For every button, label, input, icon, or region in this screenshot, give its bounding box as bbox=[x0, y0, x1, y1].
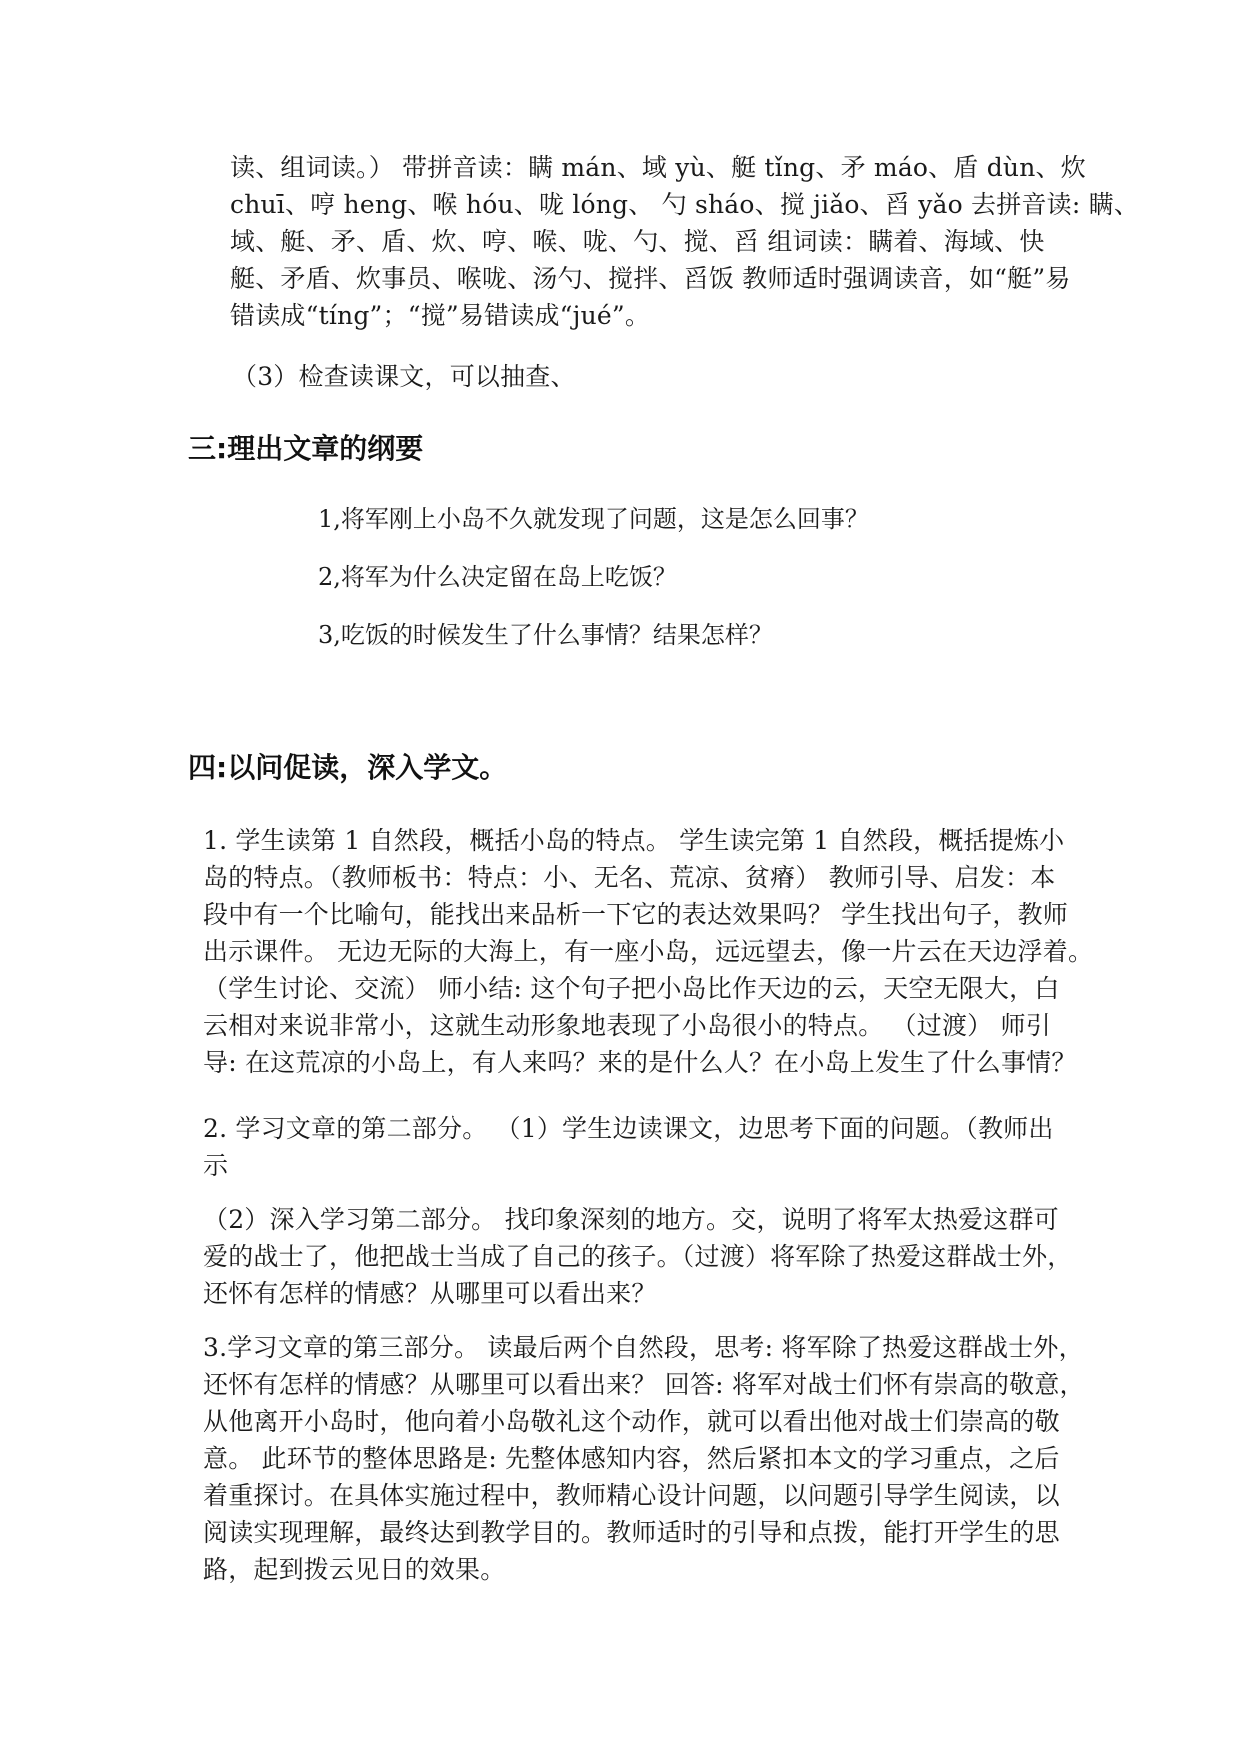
text-line: 意。 此环节的整体思路是: 先整体感知内容，然后紧扣本文的学习重点，之后 bbox=[203, 1444, 1060, 1473]
text-line: 2. 学习文章的第二部分。 （1）学生边读课文，边思考下面的问题。（教师出 bbox=[203, 1114, 1054, 1143]
outline-question-1: 1,将军刚上小岛不久就发现了问题，这是怎么回事？ bbox=[318, 505, 869, 533]
text-line: 域、艇、矛、盾、炊、哼、喉、咙、勺、搅、舀 组词读：瞒着、海域、快 bbox=[230, 227, 1045, 256]
text-line: 云相对来说非常小，这就生动形象地表现了小岛很小的特点。 （过渡） 师引 bbox=[203, 1011, 1051, 1040]
section-heading-deep-reading: 四:以问促读，深入学文。 bbox=[188, 751, 508, 784]
text-line: 艇、矛盾、炊事员、喉咙、汤勺、搅拌、舀饭 教师适时强调读音，如“艇”易 bbox=[230, 264, 1071, 293]
text-line: 还怀有怎样的情感？从哪里可以看出来？ 回答: 将军对战士们怀有崇高的敬意， bbox=[203, 1370, 1085, 1399]
text-line: 从他离开小岛时，他向着小岛敬礼这个动作，就可以看出他对战士们崇高的敬 bbox=[203, 1407, 1060, 1436]
text-line: 路，起到拨云见日的效果。 bbox=[203, 1555, 506, 1584]
section-heading-outline: 三:理出文章的纲要 bbox=[188, 432, 424, 465]
text-line: 还怀有怎样的情感？从哪里可以看出来？ bbox=[203, 1279, 657, 1308]
text-line: 读、组词读。） 带拼音读：瞒 mán、域 yù、艇 tǐng、矛 máo、盾 dùn、炊 bbox=[230, 153, 1086, 182]
text-line: （学生讨论、交流） 师小结: 这个句子把小岛比作天边的云，天空无限大，白 bbox=[203, 974, 1060, 1003]
text-line: 阅读实现理解，最终达到教学目的。教师适时的引导和点拨，能打开学生的思 bbox=[203, 1518, 1060, 1547]
deep-reading-paragraph-1 bbox=[203, 822, 1093, 1081]
outline-question-3: 3,吃饭的时候发生了什么事情？结果怎样？ bbox=[318, 621, 773, 649]
deep-reading-paragraph-2 bbox=[203, 1110, 1054, 1184]
text-line: 导: 在这荒凉的小岛上，有人来吗？来的是什么人？在小岛上发生了什么事情？ bbox=[203, 1048, 1077, 1077]
text-line: 3.学习文章的第三部分。 读最后两个自然段，思考: 将军除了热爱这群战士外， bbox=[203, 1333, 1084, 1362]
deep-reading-paragraph-3 bbox=[203, 1201, 1073, 1312]
text-line: 爱的战士了，他把战士当成了自己的孩子。（过渡）将军除了热爱这群战士外， bbox=[203, 1242, 1073, 1271]
text-line: （2）深入学习第二部分。 找印象深刻的地方。交，说明了将军太热爱这群可 bbox=[203, 1205, 1059, 1234]
outline-question-2: 2,将军为什么决定留在岛上吃饭？ bbox=[318, 563, 677, 591]
pinyin-reading-paragraph bbox=[230, 149, 1139, 334]
text-line: 出示课件。 无边无际的大海上，有一座小岛，远远望去，像一片云在天边浮着。 bbox=[203, 937, 1094, 966]
text-line: 段中有一个比喻句，能找出来品析一下它的表达效果吗？ 学生找出句子，教师 bbox=[203, 900, 1068, 929]
check-reading-line: （3）检查读课文，可以抽查、 bbox=[232, 362, 576, 391]
text-line: 错读成“tíng”；“搅”易错读成“jué”。 bbox=[230, 301, 651, 330]
text-line: 示 bbox=[203, 1151, 229, 1180]
text-line: 1. 学生读第 1 自然段，概括小岛的特点。 学生读完第 1 自然段，概括提炼小 bbox=[203, 826, 1065, 855]
text-line: 岛的特点。（教师板书：特点：小、无名、荒凉、贫瘠） 教师引导、启发：本 bbox=[203, 863, 1056, 892]
deep-reading-paragraph-4 bbox=[203, 1329, 1085, 1588]
text-line: 着重探讨。在具体实施过程中，教师精心设计问题，以问题引导学生阅读，以 bbox=[203, 1481, 1060, 1510]
text-line: chuī、哼 heng、喉 hóu、咙 lóng、 勺 sháo、搅 jiǎo、舀 yǎo 去拼音读: 瞒、 bbox=[230, 190, 1140, 219]
